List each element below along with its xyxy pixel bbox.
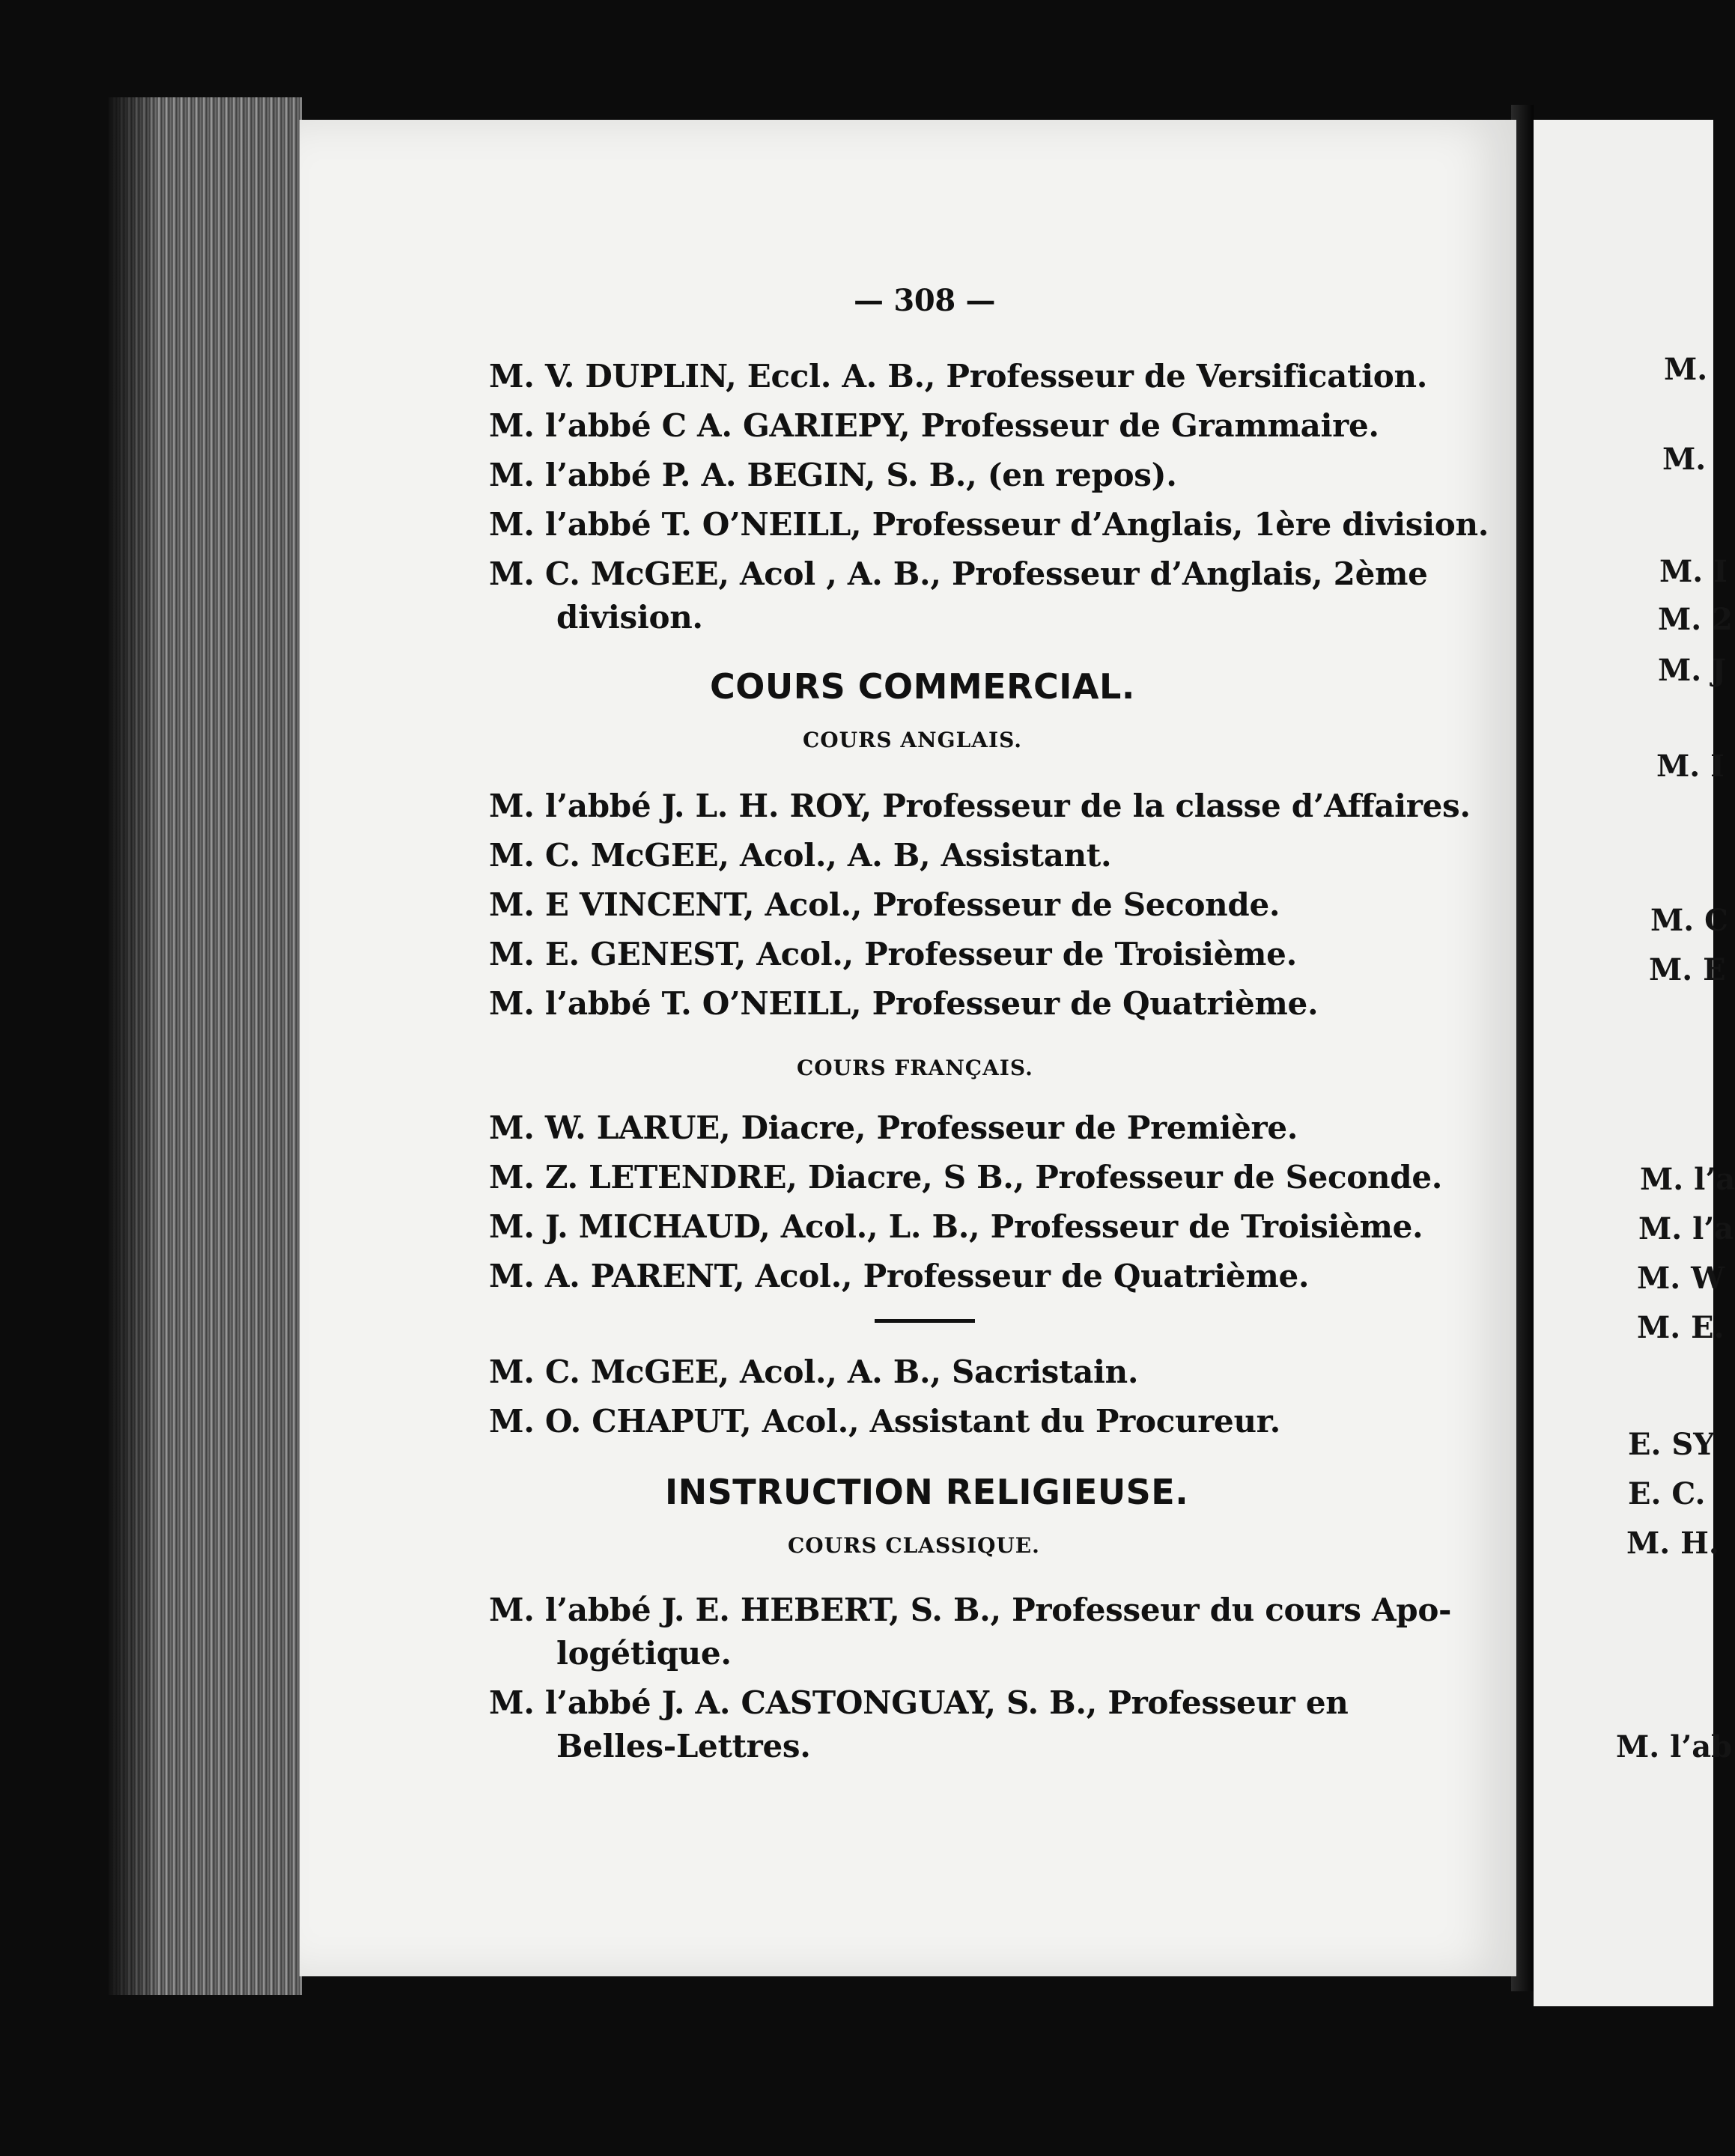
line-oneill: M. l’abbé T. O’NEILL, Professeur d’Anglais, 1ère division. — [489, 506, 1489, 543]
line-castonguay: M. l’abbé J. A. CASTONGUAY, S. B., Professeur en — [489, 1684, 1349, 1721]
right-fragment: M. W — [1637, 1261, 1725, 1296]
right-fragment: M. E — [1649, 952, 1726, 987]
line-begin: M. l’abbé P. A. BEGIN, S. B., (en repos). — [489, 457, 1177, 493]
right-fragment: M. E. — [1637, 1310, 1725, 1345]
line-chaput: M. O. CHAPUT, Acol., Assistant du Procureur. — [489, 1403, 1280, 1440]
right-fragment: M. C — [1650, 903, 1728, 938]
line-castonguay-cont: Belles-Lettres. — [556, 1728, 811, 1764]
line-mcgee-sacristain: M. C. McGEE, Acol., A. B., Sacristain. — [489, 1353, 1139, 1390]
right-fragment: M. — [1662, 442, 1707, 477]
right-fragment: E. C. — [1628, 1476, 1706, 1511]
right-fragment: M. J — [1658, 653, 1727, 688]
right-fragment: M. l’a — [1640, 1162, 1735, 1197]
right-page-partial — [1534, 120, 1735, 2006]
heading-instruction-religieuse: INSTRUCTION RELIGIEUSE. — [665, 1472, 1189, 1512]
line-mcgee: M. C. McGEE, Acol , A. B., Professeur d’Anglais, 2ème — [489, 555, 1428, 592]
right-fragment: M. 2 — [1658, 602, 1733, 637]
right-fragment: M. — [1664, 352, 1708, 387]
line-larue: M. W. LARUE, Diacre, Professeur de Première. — [489, 1109, 1298, 1146]
line-vincent: M. E VINCENT, Acol., Professeur de Seconde. — [489, 886, 1280, 923]
section-divider — [875, 1319, 975, 1323]
right-fragment: M. l’ab — [1616, 1729, 1733, 1764]
line-gariepy: M. l’abbé C A. GARIEPY, Professeur de Grammaire. — [489, 407, 1379, 444]
right-fragment: M. I — [1656, 749, 1725, 784]
subheading-cours-francais: COURS FRANÇAIS. — [797, 1056, 1033, 1080]
right-fragment: E. SY — [1628, 1427, 1715, 1462]
page-edges-shadow — [109, 97, 154, 1995]
line-hebert: M. l’abbé J. E. HEBERT, S. B., Professeur du cours Apo- — [489, 1592, 1452, 1628]
line-duplin: M. V. DUPLIN, Eccl. A. B., Professeur de Versification. — [489, 358, 1428, 395]
line-letendre: M. Z. LETENDRE, Diacre, S B., Professeur de Seconde. — [489, 1159, 1443, 1196]
subheading-cours-anglais: COURS ANGLAIS. — [803, 728, 1023, 752]
line-genest: M. E. GENEST, Acol., Professeur de Troisième. — [489, 936, 1297, 972]
line-hebert-cont: logétique. — [556, 1635, 732, 1672]
right-fragment: M. H. — [1626, 1526, 1719, 1561]
line-mcgee-cont: division. — [556, 599, 703, 636]
line-roy: M. l’abbé J. L. H. ROY, Professeur de la classe d’Affaires. — [489, 788, 1471, 824]
right-fragment: M. l’a — [1638, 1211, 1734, 1246]
right-fragment: M. I — [1659, 554, 1728, 589]
left-page — [300, 120, 1516, 1976]
heading-cours-commercial: COURS COMMERCIAL. — [710, 666, 1135, 707]
subheading-cours-classique: COURS CLASSIQUE. — [788, 1533, 1040, 1558]
line-parent: M. A. PARENT, Acol., Professeur de Quatrième. — [489, 1258, 1310, 1294]
line-michaud: M. J. MICHAUD, Acol., L. B., Professeur de Troisième. — [489, 1208, 1423, 1245]
line-oneill-quatrieme: M. l’abbé T. O’NEILL, Professeur de Quatrième. — [489, 985, 1319, 1022]
page-number: — 308 — — [854, 283, 996, 318]
line-mcgee-assistant: M. C. McGEE, Acol., A. B, Assistant. — [489, 837, 1112, 874]
